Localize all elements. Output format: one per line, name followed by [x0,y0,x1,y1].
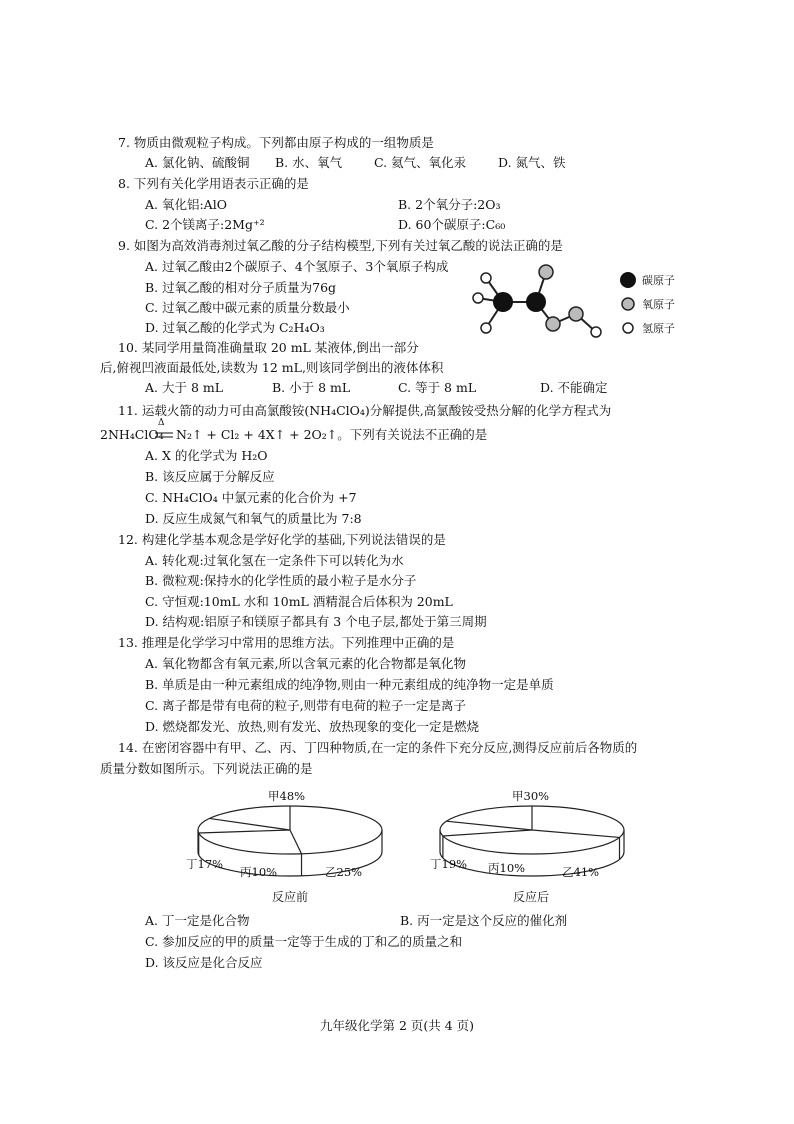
q9-stem: 9. 如图为高效消毒剂过氧乙酸的分子结构模型,下列有关过氧乙酸的说法正确的是 [118,238,563,253]
equals-sign-icon [155,431,173,439]
o-atom [569,307,583,321]
q12-option-c: C. 守恒观:10mL 水和 10mL 酒精混合后体积为 20mL [145,594,453,609]
q8-stem: 8. 下列有关化学用语表示正确的是 [118,176,309,191]
q14-option-a: A. 丁一定是化合物 [145,913,250,928]
q7-option-a: A. 氯化钠、硫酸铜 [145,155,250,170]
q10-stem-line2: 后,俯视凹液面最低处,读数为 12 mL,则该同学倒出的液体体积 [100,360,444,375]
q11-equation-condition: Δ [158,418,165,428]
q10-option-b: B. 小于 8 mL [272,380,351,395]
c-atom [526,292,546,312]
q11-equation-right: N₂↑ + Cl₂ + 4X↑ + 2O₂↑。下列有关说法不正确的是 [176,427,488,442]
h-atom [591,327,601,337]
q14-stem-line1: 14. 在密闭容器中有甲、乙、丙、丁四种物质,在一定的条件下充分反应,测得反应前后各物质的 [118,740,638,755]
q11-option-a: A. X 的化学式为 H₂O [145,448,268,463]
q8-option-c: C. 2个镁离子:2Mg⁺² [145,217,265,232]
c-atom [493,292,513,312]
q7-option-b: B. 水、氧气 [275,155,343,170]
q13-option-b: B. 单质是由一种元素组成的纯净物,则由一种元素组成的纯净物一定是单质 [145,677,554,692]
legend-h-icon [623,323,633,333]
q9-option-d: D. 过氧乙酸的化学式为 C₂H₄O₃ [145,320,325,335]
q8-option-d: D. 60个碳原子:C₆₀ [398,217,506,232]
o-atom [546,317,560,331]
pie-before-label-ding: 丁17% [186,857,224,871]
q13-stem: 13. 推理是化学学习中常用的思维方法。下列推理中正确的是 [118,635,455,650]
q12-option-a: A. 转化观:过氧化氢在一定条件下可以转化为水 [145,553,404,568]
q9-option-c: C. 过氧乙酸中碳元素的质量分数最小 [145,300,350,315]
q8-option-b: B. 2个氧分子:2O₃ [398,197,501,212]
pie-before-title: 反应前 [272,890,309,904]
q11-equation-left: 2NH₄ClO₄ [100,427,164,442]
legend-c-icon [620,272,636,288]
pie-before-label-bing: 丙10% [240,865,278,879]
legend-hydrogen: 氢原子 [642,322,675,335]
pie-before-label-jia: 甲48% [268,789,306,803]
q14-option-d: D. 该反应是化合反应 [145,955,263,970]
pie-after-label-ding: 丁19% [430,857,468,871]
legend-oxygen: 氧原子 [642,298,675,311]
pie-after-title: 反应后 [513,890,550,904]
q10-stem-line1: 10. 某同学用量筒准确量取 20 mL 某液体,倒出一部分 [118,340,419,355]
legend-o-icon [622,298,634,310]
q10-option-c: C. 等于 8 mL [398,380,477,395]
q9-option-a: A. 过氧乙酸由2个碳原子、4个氢原子、3个氧原子构成 [145,259,449,274]
h-atom [481,273,491,283]
q14-option-b: B. 丙一定是这个反应的催化剂 [400,913,568,928]
pie-after-label-jia: 甲30% [512,789,550,803]
o-atom [539,265,553,279]
q8-option-a: A. 氧化铝:AlO [145,197,227,212]
page-footer: 九年级化学第 2 页(共 4 页) [319,1018,475,1033]
q10-option-a: A. 大于 8 mL [145,380,224,395]
q11-option-c: C. NH₄ClO₄ 中氯元素的化合价为 +7 [145,490,357,505]
h-atom [473,293,483,303]
q13-option-a: A. 氧化物都含有氧元素,所以含氧元素的化合物都是氧化物 [145,656,466,671]
h-atom [481,323,491,333]
q11-option-b: B. 该反应属于分解反应 [145,469,275,484]
q7-stem: 7. 物质由微观粒子构成。下列都由原子构成的一组物质是 [118,135,434,150]
q14-stem-line2: 质量分数如图所示。下列说法正确的是 [100,761,313,776]
pie-after-label-bing: 丙10% [488,861,526,875]
pie-before-label-yi: 乙25% [325,865,363,879]
q9-option-b: B. 过氧乙酸的相对分子质量为76g [145,280,337,295]
q13-option-c: C. 离子都是带有电荷的粒子,则带有电荷的粒子一定是离子 [145,698,467,713]
q7-option-d: D. 氮气、铁 [498,155,566,170]
q7-option-c: C. 氦气、氧化汞 [374,155,467,170]
q14-option-c: C. 参加反应的甲的质量一定等于生成的丁和乙的质量之和 [145,934,463,949]
q12-stem: 12. 构建化学基本观念是学好化学的基础,下列说法错误的是 [118,532,446,547]
pie-after-label-yi: 乙41% [562,865,600,879]
legend-carbon: 碳原子 [642,274,675,287]
q12-option-b: B. 微粒观:保持水的化学性质的最小粒子是水分子 [145,573,417,588]
q12-option-d: D. 结构观:铝原子和镁原子都具有 3 个电子层,都处于第三周期 [145,614,487,629]
q11-stem-line1: 11. 运载火箭的动力可由高氯酸铵(NH₄ClO₄)分解提供,高氯酸铵受热分解的化学方程式为 [118,403,612,418]
q11-option-d: D. 反应生成氮气和氧气的质量比为 7:8 [145,511,362,526]
q10-option-d: D. 不能确定 [540,380,608,395]
q13-option-d: D. 燃烧都发光、放热,则有发光、放热现象的变化一定是燃烧 [145,719,479,734]
